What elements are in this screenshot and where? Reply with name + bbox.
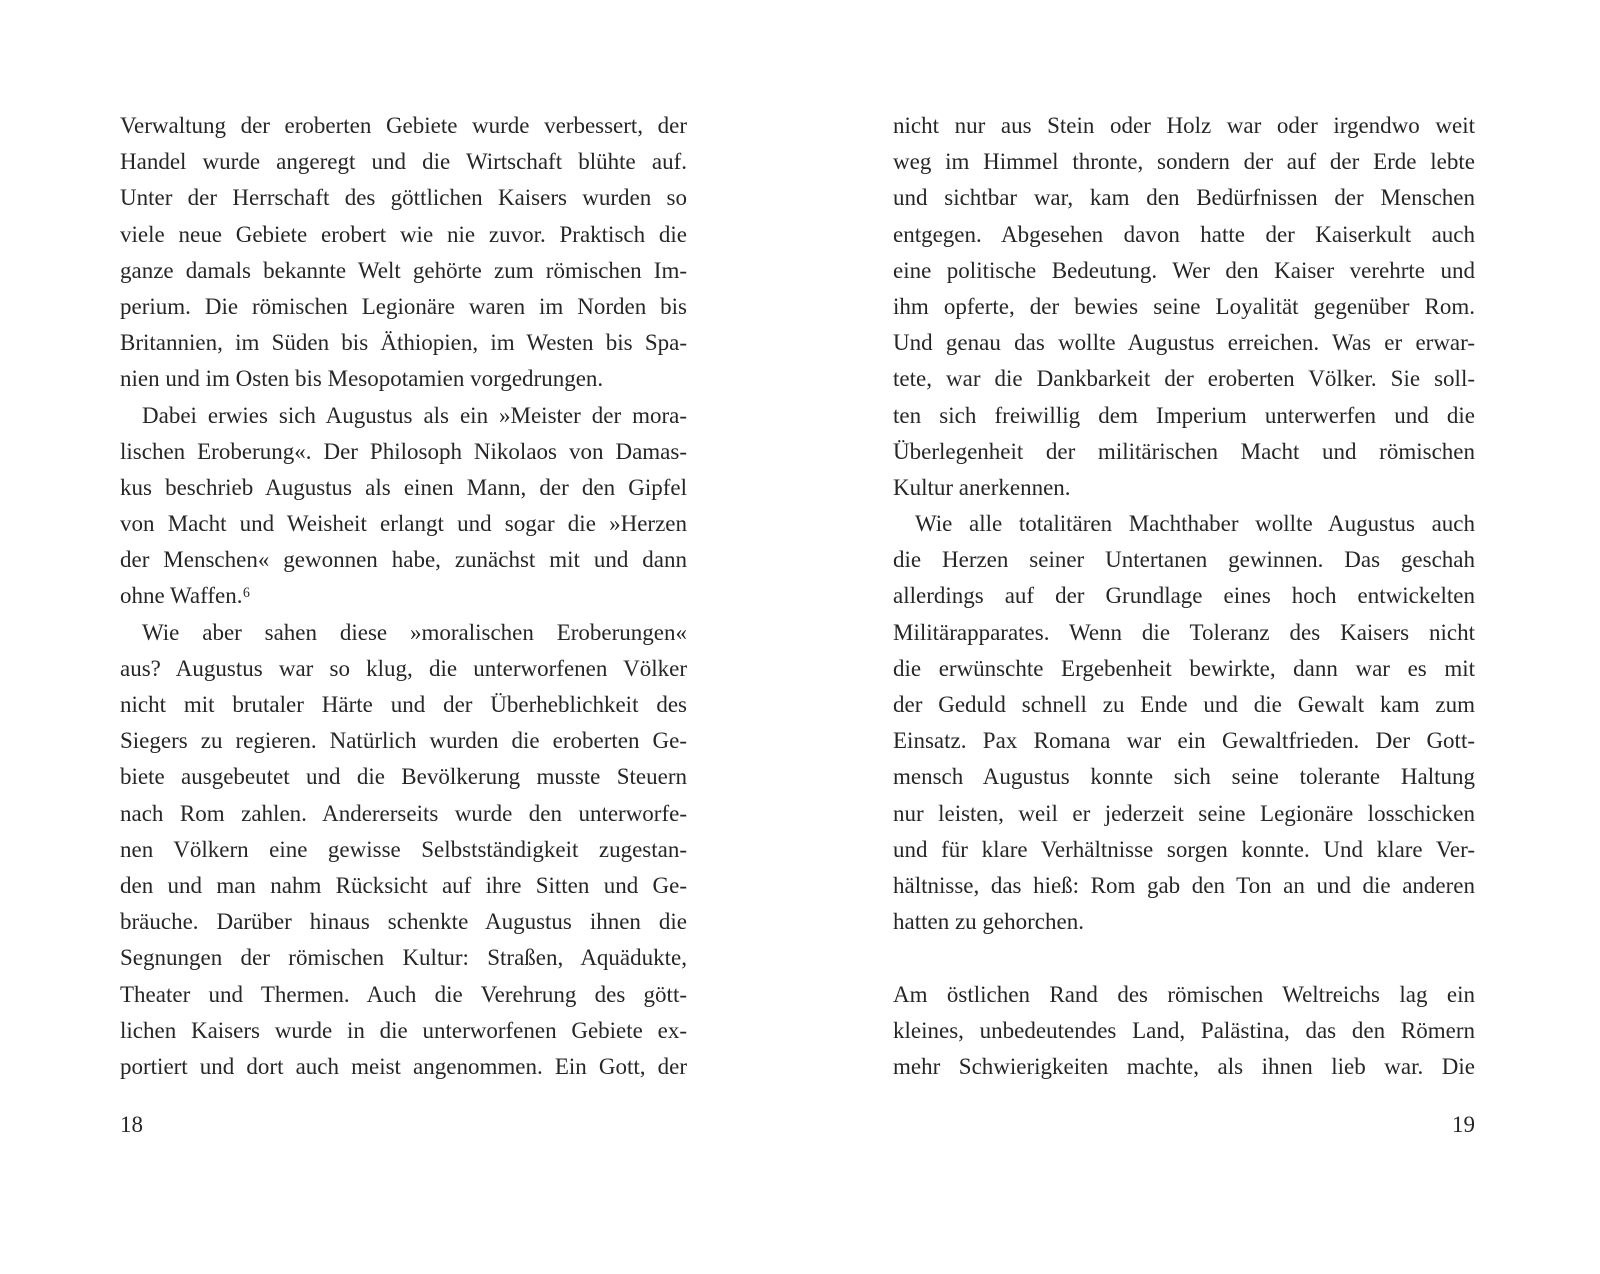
text-line: die erwünschte Ergebenheit bewirkte, dann war es mit [893,655,1475,681]
text-line: perium. Die römischen Legionäre waren im Norden bis [120,293,687,319]
text-line: Überlegenheit der militärischen Macht und römischen [893,438,1475,464]
text-line: den und man nahm Rücksicht auf ihre Sitten und Ge- [120,872,687,898]
text-line: der Menschen« gewonnen habe, zunächst mit und dann [120,547,687,573]
text-line: Wie aber sahen diese »moralischen Eroberungen« [142,619,687,645]
text-line: Theater und Thermen. Auch die Verehrung des gött- [120,981,687,1007]
text-line: biete ausgebeutet und die Bevölkerung musste Steuern [120,764,687,790]
text-line: Handel wurde angeregt und die Wirtschaft blühte auf. [120,149,687,175]
right-page-text-block [893,108,1475,1085]
text-line: ohne Waffen.⁶ [120,583,251,609]
text-line: aus? Augustus war so klug, die unterworfenen Völker [120,655,687,681]
text-line: mensch Augustus konnte sich seine tolerante Haltung [893,764,1475,790]
text-line: die Herzen seiner Untertanen gewinnen. Das geschah [893,547,1475,573]
text-line: eine politische Bedeutung. Wer den Kaiser verehrte und [893,257,1475,283]
text-line: nicht nur aus Stein oder Holz war oder irgendwo weit [893,113,1475,138]
text-line: kus beschrieb Augustus als einen Mann, der den Gipfel [120,474,687,500]
text-line: portiert und dort auch meist angenommen. Ein Gott, der [120,1053,687,1079]
text-line: Und genau das wollte Augustus erreichen. Was er erwar- [893,330,1475,356]
text-line: Unter der Herrschaft des göttlichen Kaisers wurden so [120,185,687,211]
text-line: Segnungen der römischen Kultur: Straßen, Aquädukte, [120,945,687,971]
text-line: viele neue Gebiete erobert wie nie zuvor. Praktisch die [120,221,687,247]
text-line: von Macht und Weisheit erlangt und sogar die »Herzen [120,511,687,537]
right-page-number: 19 [1452,1112,1475,1137]
text-line: lischen Eroberung«. Der Philosoph Nikolaos von Damas- [120,438,687,464]
text-line: entgegen. Abgesehen davon hatte der Kaiserkult auch [893,221,1475,247]
text-line: Verwaltung der eroberten Gebiete wurde verbessert, der [120,113,687,138]
text-line: Einsatz. Pax Romana war ein Gewaltfrieden. Der Gott- [893,728,1475,754]
text-line: hältnisse, das hieß: Rom gab den Ton an und die anderen [893,872,1475,898]
left-page-number: 18 [120,1112,143,1137]
text-line: nien und im Osten bis Mesopotamien vorgedrungen. [120,366,604,392]
text-line: Am östlichen Rand des römischen Weltreichs lag ein [893,981,1475,1007]
text-line: lichen Kaisers wurde in die unterworfenen Gebiete ex- [120,1017,687,1043]
text-line: nicht mit brutaler Härte und der Überheblichkeit des [120,692,687,717]
text-line: Wie alle totalitären Machthaber wollte Augustus auch [915,511,1475,537]
text-line: nen Völkern eine gewisse Selbstständigkeit zugestan- [120,836,687,862]
text-line: ganze damals bekannte Welt gehörte zum römischen Im- [120,257,687,283]
text-line: mehr Schwierigkeiten machte, als ihnen lieb war. Die [893,1053,1475,1079]
text-line: Dabei erwies sich Augustus als ein »Meister der mora- [142,402,687,428]
text-line: weg im Himmel thronte, sondern der auf der Erde lebte [893,149,1475,175]
text-line: bräuche. Darüber hinaus schenkte Augustus ihnen die [120,909,687,935]
left-page-text-block [120,108,687,1085]
text-line: und sichtbar war, kam den Bedürfnissen der Menschen [893,185,1475,211]
text-line: Britannien, im Süden bis Äthiopien, im Westen bis Spa- [120,330,687,356]
paragraph-gap [893,940,1475,976]
text-line: hatten zu gehorchen. [893,909,1084,935]
text-line: nur leisten, weil er jederzeit seine Legionäre losschicken [893,800,1475,826]
text-line: und für klare Verhältnisse sorgen konnte. Und klare Ver- [893,836,1475,862]
text-line: der Geduld schnell zu Ende und die Gewalt kam zum [893,692,1475,717]
text-line: Siegers zu regieren. Natürlich wurden die eroberten Ge- [120,728,687,754]
text-line: ten sich freiwillig dem Imperium unterwerfen und die [893,402,1475,428]
text-line: allerdings auf der Grundlage eines hoch entwickelten [893,583,1475,609]
text-line: Militärapparates. Wenn die Toleranz des Kaisers nicht [893,619,1475,645]
text-line: nach Rom zahlen. Andererseits wurde den unterworfe- [120,800,687,826]
text-line: kleines, unbedeutendes Land, Palästina, das den Römern [893,1017,1475,1043]
text-line: tete, war die Dankbarkeit der eroberten Völker. Sie soll- [893,366,1475,392]
text-line: ihm opferte, der bewies seine Loyalität gegenüber Rom. [893,293,1475,319]
text-line: Kultur anerkennen. [893,474,1071,500]
